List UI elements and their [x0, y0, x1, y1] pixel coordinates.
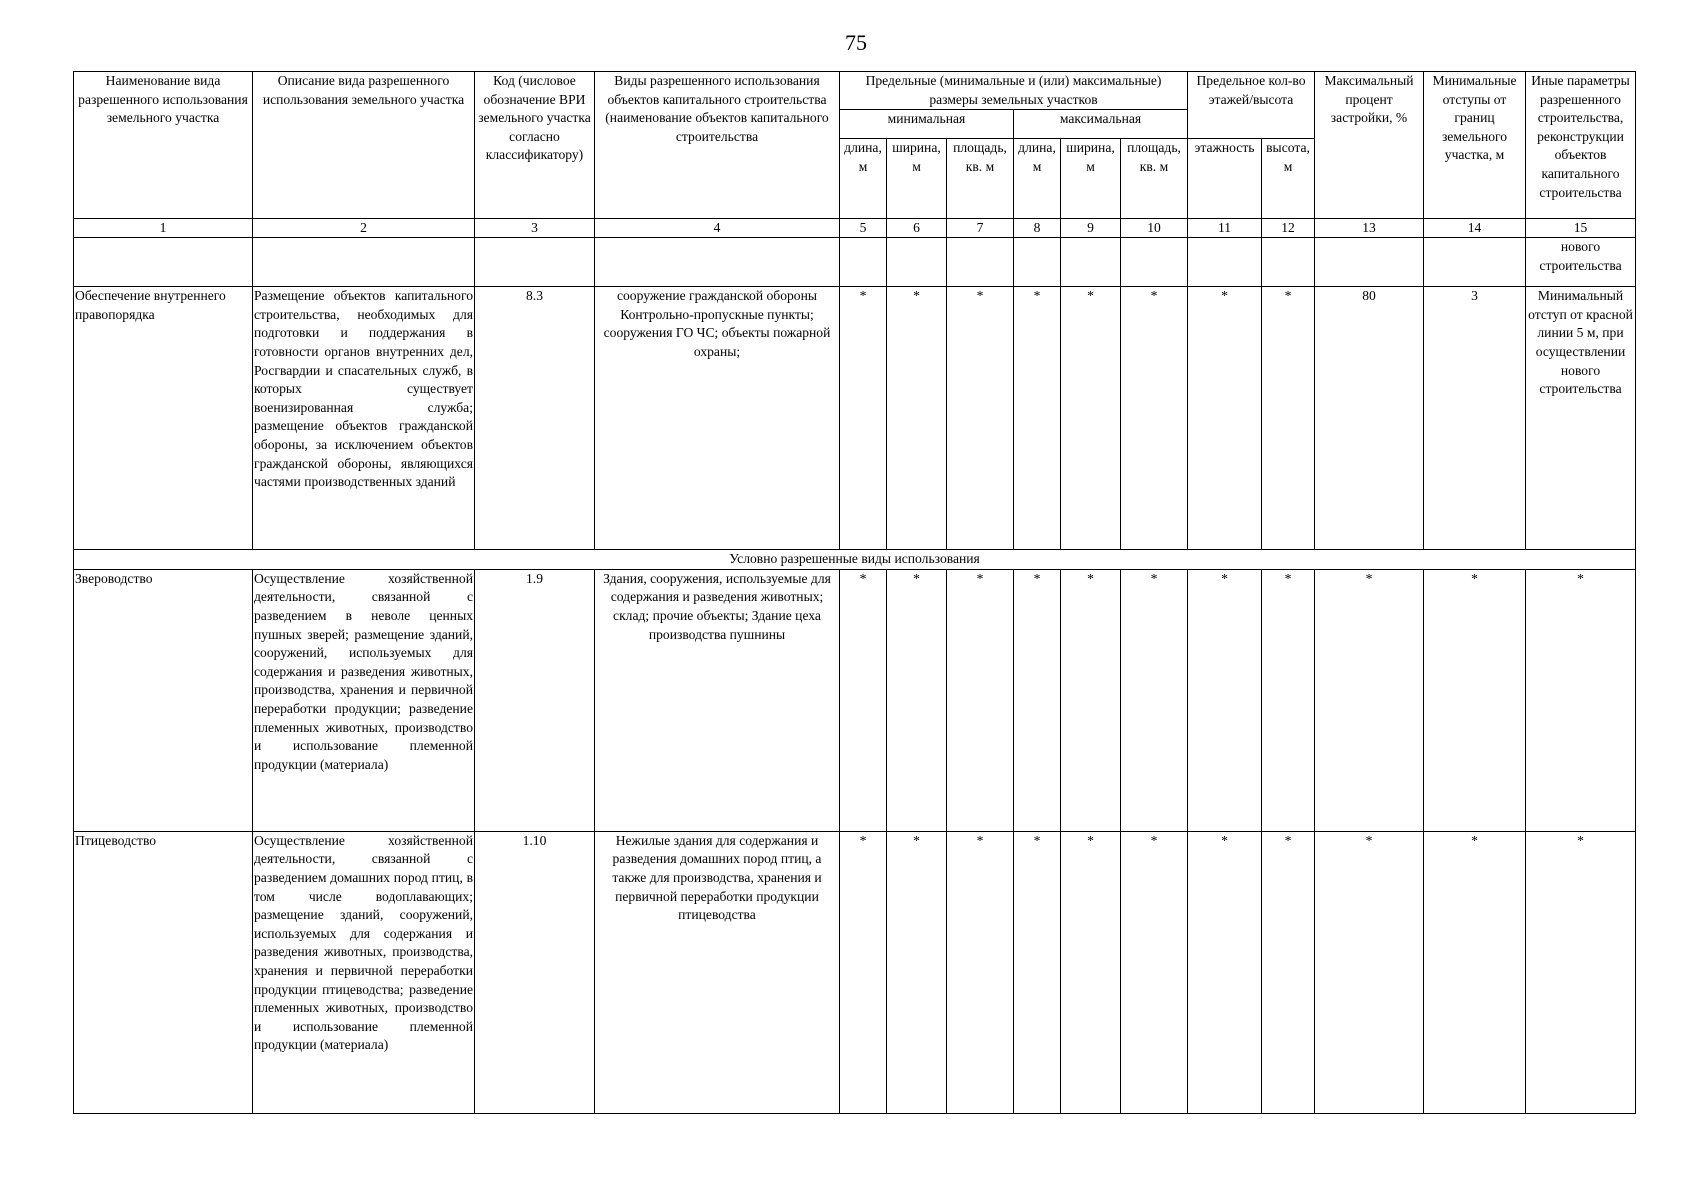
column-number: 5 — [840, 219, 887, 238]
table-row — [74, 238, 1636, 287]
use-code: 1.9 — [475, 569, 595, 831]
column-number: 6 — [887, 219, 947, 238]
table-row — [74, 569, 1636, 831]
header-name: Наименование вида разрешенного использования земельного участка — [74, 72, 253, 219]
cell-value: * — [1014, 831, 1061, 1113]
header-floors: Предельное кол-во этажей/высота — [1188, 72, 1315, 139]
header-max-width: ширина, м — [1061, 139, 1121, 219]
cell-value: * — [887, 287, 947, 550]
cell-value: * — [1061, 287, 1121, 550]
cell-value: * — [1262, 831, 1315, 1113]
column-numbers-row — [74, 219, 1636, 238]
use-name: Птицеводство — [74, 831, 253, 1113]
header-code: Код (числовое обозначение ВРИ земельного участка согласно классификатору) — [475, 72, 595, 219]
use-name: Звероводство — [74, 569, 253, 831]
header-storeys: этажность — [1188, 139, 1262, 219]
cell-value: * — [840, 831, 887, 1113]
cell-value: * — [1121, 831, 1188, 1113]
column-number: 1 — [74, 219, 253, 238]
cell-value: * — [947, 287, 1014, 550]
header-description: Описание вида разрешенного использования земельного участка — [253, 72, 475, 219]
header-min-length: длина, м — [840, 139, 887, 219]
column-number: 2 — [253, 219, 475, 238]
cell-value: * — [840, 287, 887, 550]
land-use-table — [73, 71, 1636, 1114]
column-number: 14 — [1424, 219, 1526, 238]
cell-value: * — [1188, 287, 1262, 550]
use-code: 8.3 — [475, 287, 595, 550]
cell-value: * — [1121, 569, 1188, 831]
header-max-percent: Максимальный процент застройки, % — [1315, 72, 1424, 219]
cell-value: * — [887, 569, 947, 831]
table-row — [74, 831, 1636, 1113]
use-code: 1.10 — [475, 831, 595, 1113]
header-other-params: Иные параметры разрешенного строительства, реконструкции объектов капитального строительства — [1526, 72, 1636, 219]
use-description: Размещение объектов капитального строительства, необходимых для подготовки и поддержания в готовности органов внутренних дел, Росгвардии и спасательных служб, в которых существует военизированная служба; размещение объектов гражданской обороны, за исключением объектов гражданской обороны, являющихся частями производственных зданий — [253, 287, 475, 550]
header-min-area: площадь, кв. м — [947, 139, 1014, 219]
header-row — [74, 72, 1636, 110]
header-min-width: ширина, м — [887, 139, 947, 219]
cell-value: * — [1424, 569, 1526, 831]
cell-value: * — [1061, 569, 1121, 831]
use-objects: сооружение гражданской обороны Контрольно-пропускные пункты; сооружения ГО ЧС; объекты пожарной охраны; — [595, 287, 840, 550]
cell-value: * — [887, 831, 947, 1113]
cell-value: * — [1014, 287, 1061, 550]
use-description: Осуществление хозяйственной деятельности, связанной с разведением в неволе ценных пушных зверей; размещение зданий, сооружений, используемых для содержания и разведения животных, производства, хранения и первичной переработки продукции; разведение племенных животных, производство и использование племенной продукции (материала) — [253, 569, 475, 831]
column-number: 4 — [595, 219, 840, 238]
column-number: 13 — [1315, 219, 1424, 238]
column-number: 8 — [1014, 219, 1061, 238]
cell-value: * — [1262, 569, 1315, 831]
column-number: 3 — [475, 219, 595, 238]
table-row — [74, 287, 1636, 550]
column-number: 12 — [1262, 219, 1315, 238]
cell-value: * — [1188, 569, 1262, 831]
column-number: 7 — [947, 219, 1014, 238]
cell-value: * — [1315, 831, 1424, 1113]
header-min-setback: Минимальные отступы от границ земельного участка, м — [1424, 72, 1526, 219]
cell-value: * — [947, 569, 1014, 831]
cell-value: * — [1188, 831, 1262, 1113]
header-max-area: площадь, кв. м — [1121, 139, 1188, 219]
cell-value: * — [1061, 831, 1121, 1113]
use-objects: Нежилые здания для содержания и разведения домашних пород птиц, а также для производства, хранения и первичной переработки продукции птицеводства — [595, 831, 840, 1113]
cell-value: * — [1014, 569, 1061, 831]
use-description: Осуществление хозяйственной деятельности, связанной с разведением домашних пород птиц, в том числе водоплавающих; размещение зданий, сооружений, используемых для содержания и разведения животных, производства, хранения и первичной переработки продукции птицеводства; разведение племенных животных, производство и использование племенной продукции (материала) — [253, 831, 475, 1113]
other-params-value: Минимальный отступ от красной линии 5 м, при осуществлении нового строительства — [1526, 287, 1636, 550]
column-number: 9 — [1061, 219, 1121, 238]
column-number: 11 — [1188, 219, 1262, 238]
header-plot-sizes: Предельные (минимальные и (или) максимальные) размеры земельных участков — [840, 72, 1188, 110]
cell-value: * — [947, 831, 1014, 1113]
use-name: Обеспечение внутреннего правопорядка — [74, 287, 253, 550]
cell-value: * — [1315, 569, 1424, 831]
cell-value: * — [840, 569, 887, 831]
section-title: Условно разрешенные виды использования — [74, 550, 1636, 570]
page-number: 75 — [845, 30, 867, 55]
max-percent-value: 80 — [1315, 287, 1424, 550]
cell-value: * — [1526, 569, 1636, 831]
min-setback-value: 3 — [1424, 287, 1526, 550]
column-number: 15 — [1526, 219, 1636, 238]
cell-value: * — [1121, 287, 1188, 550]
cell-value: * — [1526, 831, 1636, 1113]
header-height: высота, м — [1262, 139, 1315, 219]
header-min: минимальная — [840, 110, 1014, 139]
header-objects: Виды разрешенного использования объектов капитального строительства (наименование объектов капитального строительства — [595, 72, 840, 219]
column-number: 10 — [1121, 219, 1188, 238]
header-max: максимальная — [1014, 110, 1188, 139]
cell-value: * — [1424, 831, 1526, 1113]
section-row — [74, 550, 1636, 570]
cell-value: * — [1262, 287, 1315, 550]
header-max-length: длина, м — [1014, 139, 1061, 219]
use-objects: Здания, сооружения, используемые для содержания и разведения животных; склад; прочие объекты; Здание цеха производства пушнины — [595, 569, 840, 831]
carry-over-text: нового строительства — [1526, 238, 1636, 287]
